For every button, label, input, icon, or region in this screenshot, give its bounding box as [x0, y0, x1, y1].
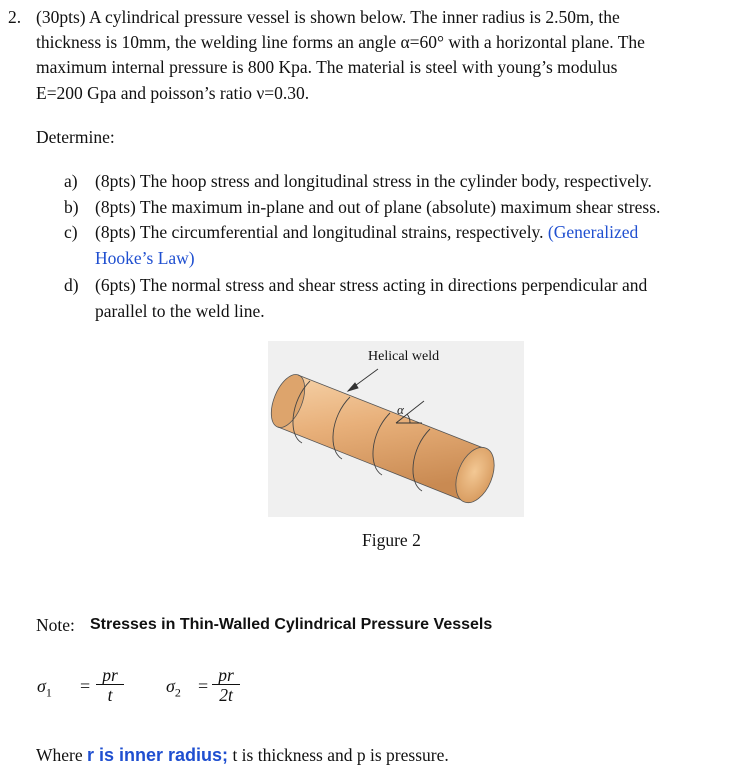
- fraction-2: $\frac{pr}{2t}$: [212, 666, 240, 705]
- figure-caption: Figure 2: [362, 530, 421, 550]
- footer-highlight: r is inner radius;: [87, 745, 229, 765]
- eq-2: =: [198, 676, 209, 696]
- part-c-text: [95, 221, 638, 243]
- footer-pre: Where: [36, 745, 88, 765]
- part-d-label: d): [64, 275, 79, 295]
- part-b-label: b): [64, 197, 79, 217]
- sigma1-symbol: $\sigma_1$: [37, 676, 52, 700]
- problem-line-1: (30pts) A cylindrical pressure vessel is shown below. The inner radius is 2.50m, the: [36, 7, 620, 27]
- note-label: Note:: [36, 615, 75, 635]
- footer-post: t is thickness and p is pressure.: [228, 745, 449, 765]
- part-c-hint-2: Hooke’s Law): [95, 248, 195, 268]
- part-d-text-1: (6pts) The normal stress and shear stress acting in directions perpendicular and: [95, 275, 648, 295]
- problem-line-2: thickness is 10mm, the welding line forms an angle α=60° with a horizontal plane. The: [36, 32, 645, 52]
- part-a-text: (8pts) The hoop stress and longitudinal stress in the cylinder body, respectively.: [95, 171, 652, 191]
- determine-label: Determine:: [36, 127, 115, 147]
- part-c-line1: (8pts) The circumferential and longitudinal strains, respectively.: [95, 222, 548, 242]
- sigma2-symbol: $\sigma_2$: [166, 676, 181, 700]
- part-d-text-2: parallel to the weld line.: [95, 301, 265, 321]
- footer-definition: [36, 744, 449, 766]
- weld-leader-arrow: [348, 369, 378, 391]
- part-c-hint-1: (Generalized: [547, 222, 639, 242]
- part-a-label: a): [64, 171, 78, 191]
- part-b-text: (8pts) The maximum in-plane and out of plane (absolute) maximum shear stress.: [95, 197, 661, 217]
- problem-line-4: E=200 Gpa and poisson’s ratio ν=0.30.: [36, 83, 310, 103]
- eq-1: =: [80, 676, 91, 696]
- problem-number: 2.: [8, 7, 22, 27]
- fraction-1: $\frac{pr}{t}$: [96, 666, 124, 705]
- figure-panel: [268, 341, 524, 517]
- problem-line-3: maximum internal pressure is 800 Kpa. The material is steel with young’s modulus: [36, 57, 618, 77]
- cylinder-illustration: [268, 341, 524, 517]
- weld-label: Helical weld: [368, 349, 440, 364]
- cylinder-body: [268, 370, 486, 501]
- part-c-label: c): [64, 222, 78, 242]
- angle-label: α: [397, 402, 404, 417]
- note-title: Stresses in Thin-Walled Cylindrical Pressure Vessels: [90, 616, 493, 633]
